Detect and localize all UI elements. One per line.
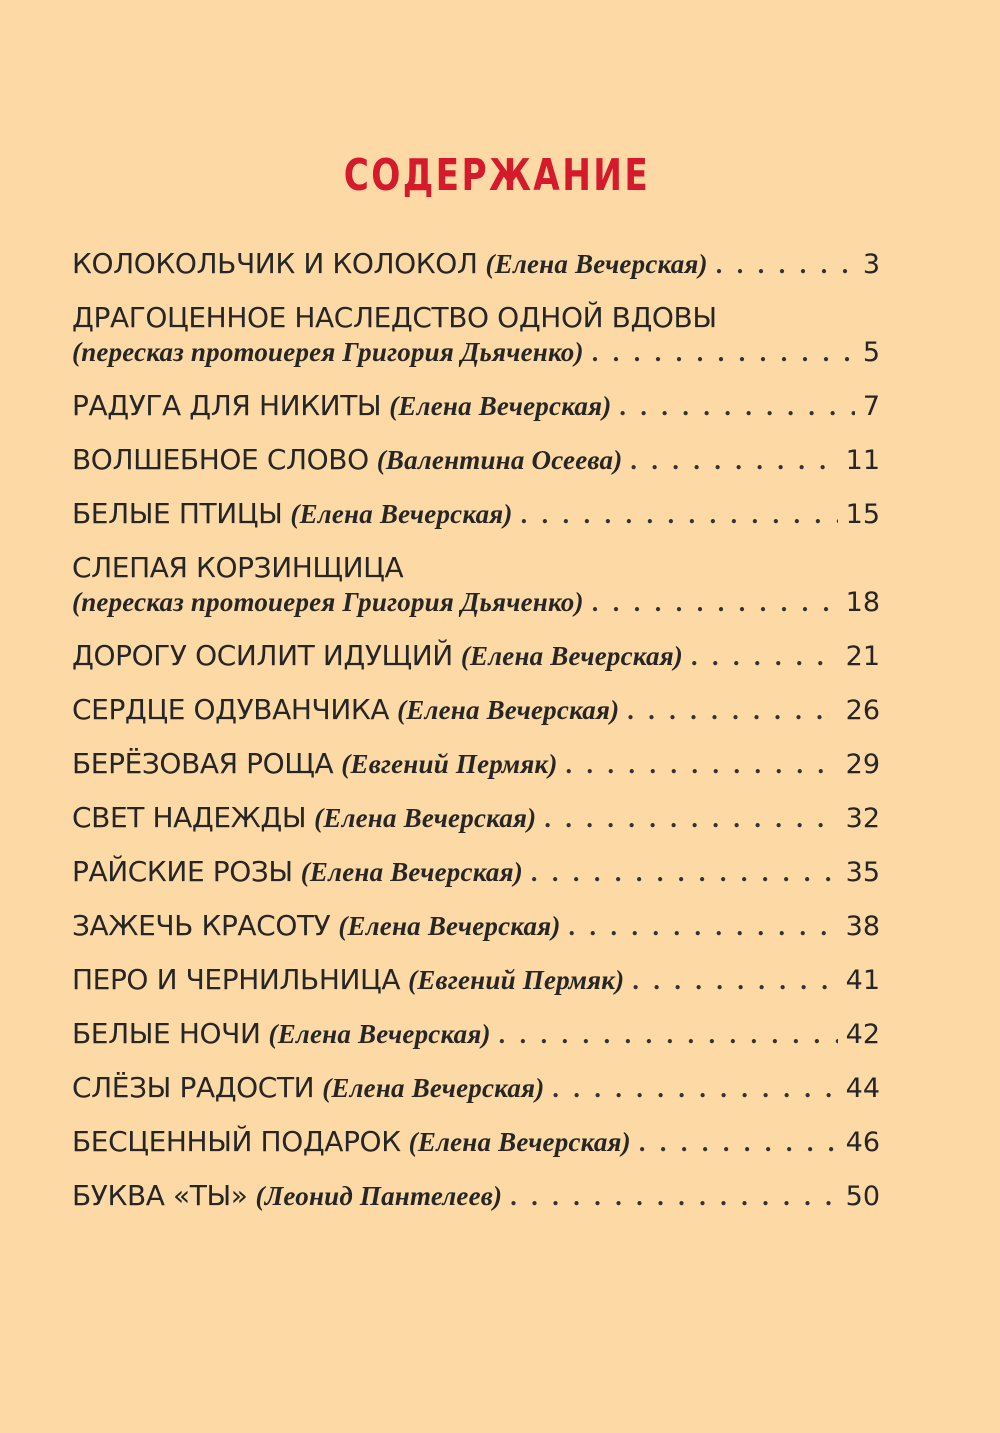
dot-leader bbox=[552, 1071, 837, 1107]
toc-entry[interactable] bbox=[72, 638, 880, 675]
toc-entry[interactable] bbox=[72, 962, 880, 999]
toc-entry[interactable] bbox=[72, 1016, 880, 1053]
entry-title: КОЛОКОЛЬЧИК И КОЛОКОЛ bbox=[72, 247, 478, 280]
dot-leader bbox=[510, 1179, 837, 1215]
dot-leader bbox=[566, 747, 838, 783]
toc-entry[interactable] bbox=[72, 908, 880, 945]
toc-entry[interactable] bbox=[72, 746, 880, 783]
dot-leader bbox=[531, 855, 838, 891]
dot-leader bbox=[639, 1125, 838, 1161]
entry-page-number: 3 bbox=[862, 249, 880, 280]
toc-entry[interactable] bbox=[72, 1070, 880, 1107]
entry-title: БЕРЁЗОВАЯ РОЩА bbox=[72, 747, 334, 780]
toc-entry[interactable] bbox=[72, 496, 880, 533]
entry-title: БЕЛЫЕ ПТИЦЫ bbox=[72, 497, 283, 530]
entry-author: (Елена Вечерская) bbox=[322, 1073, 545, 1103]
entry-author: (Елена Вечерская) bbox=[460, 641, 683, 671]
toc-entry[interactable] bbox=[72, 300, 880, 371]
entry-title: ДОРОГУ ОСИЛИТ ИДУЩИЙ bbox=[72, 639, 453, 672]
entry-page-number: 35 bbox=[845, 857, 880, 888]
toc-entry[interactable] bbox=[72, 854, 880, 891]
toc-entry[interactable] bbox=[72, 442, 880, 479]
entry-page-number: 21 bbox=[845, 641, 880, 672]
entry-page-number: 7 bbox=[862, 391, 880, 422]
toc-entry[interactable] bbox=[72, 550, 880, 621]
entry-title: СЛЕПАЯ КОРЗИНЩИЦА bbox=[72, 551, 404, 584]
entry-page-number: 32 bbox=[845, 803, 880, 834]
entry-author: (Елена Вечерская) bbox=[408, 1127, 631, 1157]
entry-author: (пересказ протоиерея Григория Дьяченко) bbox=[72, 337, 584, 367]
entry-title: ДРАГОЦЕННОЕ НАСЛЕДСТВО ОДНОЙ ВДОВЫ bbox=[72, 301, 717, 334]
dot-leader bbox=[544, 801, 837, 837]
entry-author: (Елена Вечерская) bbox=[290, 499, 513, 529]
table-of-contents bbox=[72, 246, 880, 1232]
dot-leader bbox=[592, 335, 855, 371]
dot-leader bbox=[630, 443, 837, 479]
entry-author: (Елена Вечерская) bbox=[338, 911, 561, 941]
dot-leader bbox=[691, 639, 838, 675]
entry-author: (пересказ протоиерея Григория Дьяченко) bbox=[72, 587, 584, 617]
toc-entry[interactable] bbox=[72, 800, 880, 837]
toc-entry[interactable] bbox=[72, 246, 880, 283]
entry-author: (Елена Вечерская) bbox=[397, 695, 620, 725]
entry-author: (Евгений Пермяк) bbox=[341, 749, 558, 779]
entry-title: СЛЁЗЫ РАДОСТИ bbox=[72, 1071, 315, 1104]
entry-page-number: 11 bbox=[845, 445, 880, 476]
toc-entry[interactable] bbox=[72, 388, 880, 425]
entry-title: БЕСЦЕННЫЙ ПОДАРОК bbox=[72, 1125, 401, 1158]
entry-author: (Валентина Осеева) bbox=[376, 445, 623, 475]
dot-leader bbox=[521, 497, 838, 533]
dot-leader bbox=[619, 389, 854, 425]
dot-leader bbox=[627, 693, 837, 729]
entry-title: ВОЛШЕБНОЕ СЛОВО bbox=[72, 443, 369, 476]
toc-entry[interactable] bbox=[72, 1178, 880, 1215]
entry-author: (Елена Вечерская) bbox=[389, 391, 612, 421]
dot-leader bbox=[569, 909, 838, 945]
entry-author: (Евгений Пермяк) bbox=[408, 965, 625, 995]
entry-page-number: 50 bbox=[845, 1181, 880, 1212]
dot-leader bbox=[632, 963, 837, 999]
entry-title: ПЕРО И ЧЕРНИЛЬНИЦА bbox=[72, 963, 401, 996]
entry-author: (Елена Вечерская) bbox=[314, 803, 537, 833]
entry-page-number: 26 bbox=[845, 695, 880, 726]
entry-page-number: 5 bbox=[862, 337, 880, 368]
entry-title: БУКВА «ТЫ» bbox=[72, 1179, 248, 1212]
entry-page-number: 38 bbox=[845, 911, 880, 942]
entry-title: СЕРДЦЕ ОДУВАНЧИКА bbox=[72, 693, 390, 726]
toc-entry[interactable] bbox=[72, 692, 880, 729]
entry-page-number: 29 bbox=[845, 749, 880, 780]
entry-title: СВЕТ НАДЕЖДЫ bbox=[72, 801, 307, 834]
entry-page-number: 41 bbox=[845, 965, 880, 996]
entry-page-number: 46 bbox=[845, 1127, 880, 1158]
entry-title: РАЙСКИЕ РОЗЫ bbox=[72, 855, 293, 888]
entry-author: (Елена Вечерская) bbox=[268, 1019, 491, 1049]
entry-title: БЕЛЫЕ НОЧИ bbox=[72, 1017, 261, 1050]
entry-author: (Елена Вечерская) bbox=[485, 249, 708, 279]
dot-leader bbox=[499, 1017, 838, 1053]
entry-title: РАДУГА ДЛЯ НИКИТЫ bbox=[72, 389, 382, 422]
page-title: СОДЕРЖАНИЕ bbox=[343, 150, 651, 201]
entry-title: ЗАЖЕЧЬ КРАСОТУ bbox=[72, 909, 331, 942]
entry-page-number: 15 bbox=[845, 499, 880, 530]
entry-page-number: 44 bbox=[845, 1073, 880, 1104]
dot-leader bbox=[592, 585, 838, 621]
entry-author: (Елена Вечерская) bbox=[300, 857, 523, 887]
toc-entry[interactable] bbox=[72, 1124, 880, 1161]
entry-page-number: 18 bbox=[845, 587, 880, 618]
entry-author: (Леонид Пантелеев) bbox=[255, 1181, 503, 1211]
dot-leader bbox=[716, 247, 855, 283]
entry-page-number: 42 bbox=[845, 1019, 880, 1050]
